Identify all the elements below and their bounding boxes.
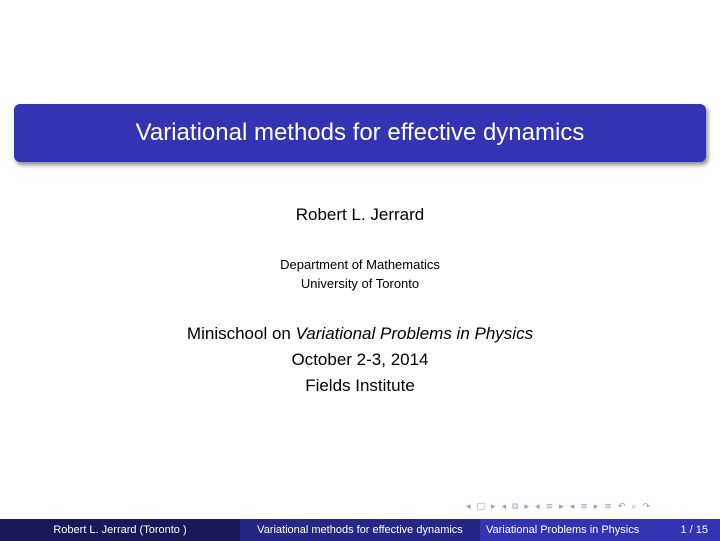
- event-date: October 2-3, 2014: [291, 350, 429, 369]
- department: Department of Mathematics: [280, 257, 440, 272]
- list-prev-icon[interactable]: ◂: [569, 502, 575, 512]
- frame-next-icon[interactable]: ▸: [491, 502, 496, 512]
- section-icon[interactable]: ≡: [545, 502, 554, 512]
- slide-title: Variational methods for effective dynamics: [135, 119, 585, 146]
- back-icon[interactable]: ↶: [617, 502, 626, 512]
- frame-prev-icon[interactable]: ◂: [466, 502, 471, 512]
- event-line: [0, 321, 720, 347]
- search-icon[interactable]: ⌕: [631, 502, 637, 512]
- event-prefix: Minischool on: [186, 324, 296, 343]
- forward-icon[interactable]: ↷: [642, 502, 650, 512]
- footer-title: Variational methods for effective dynamics: [240, 519, 480, 541]
- list-next-icon[interactable]: ▸: [593, 502, 599, 512]
- footer-bar: [0, 519, 720, 541]
- footer-author: Robert L. Jerrard (Toronto ): [0, 519, 240, 541]
- subsection-next-icon[interactable]: ▸: [524, 502, 530, 512]
- align-icon[interactable]: ≡: [604, 502, 612, 512]
- subsection-icon[interactable]: ⧉: [512, 502, 519, 512]
- footer-page-number: 1 / 15: [680, 524, 708, 536]
- event-block: [0, 321, 720, 399]
- institute-block: [0, 255, 720, 293]
- university: University of Toronto: [300, 276, 420, 291]
- footer-event: Variational Problems in Physics: [486, 524, 640, 536]
- subsection-prev-icon[interactable]: ◂: [501, 502, 507, 512]
- frame-icon[interactable]: □: [476, 502, 486, 512]
- footer-event-section: [480, 519, 720, 541]
- section-prev-icon[interactable]: ◂: [535, 502, 540, 512]
- slide-title-box: [14, 104, 706, 162]
- event-name: Variational Problems in Physics: [295, 324, 534, 343]
- list-icon[interactable]: ≡: [580, 502, 588, 512]
- section-next-icon[interactable]: ▸: [559, 502, 564, 512]
- event-venue: Fields Institute: [305, 376, 415, 395]
- navigation-bar: [466, 500, 706, 514]
- author-name: Robert L. Jerrard: [295, 205, 425, 224]
